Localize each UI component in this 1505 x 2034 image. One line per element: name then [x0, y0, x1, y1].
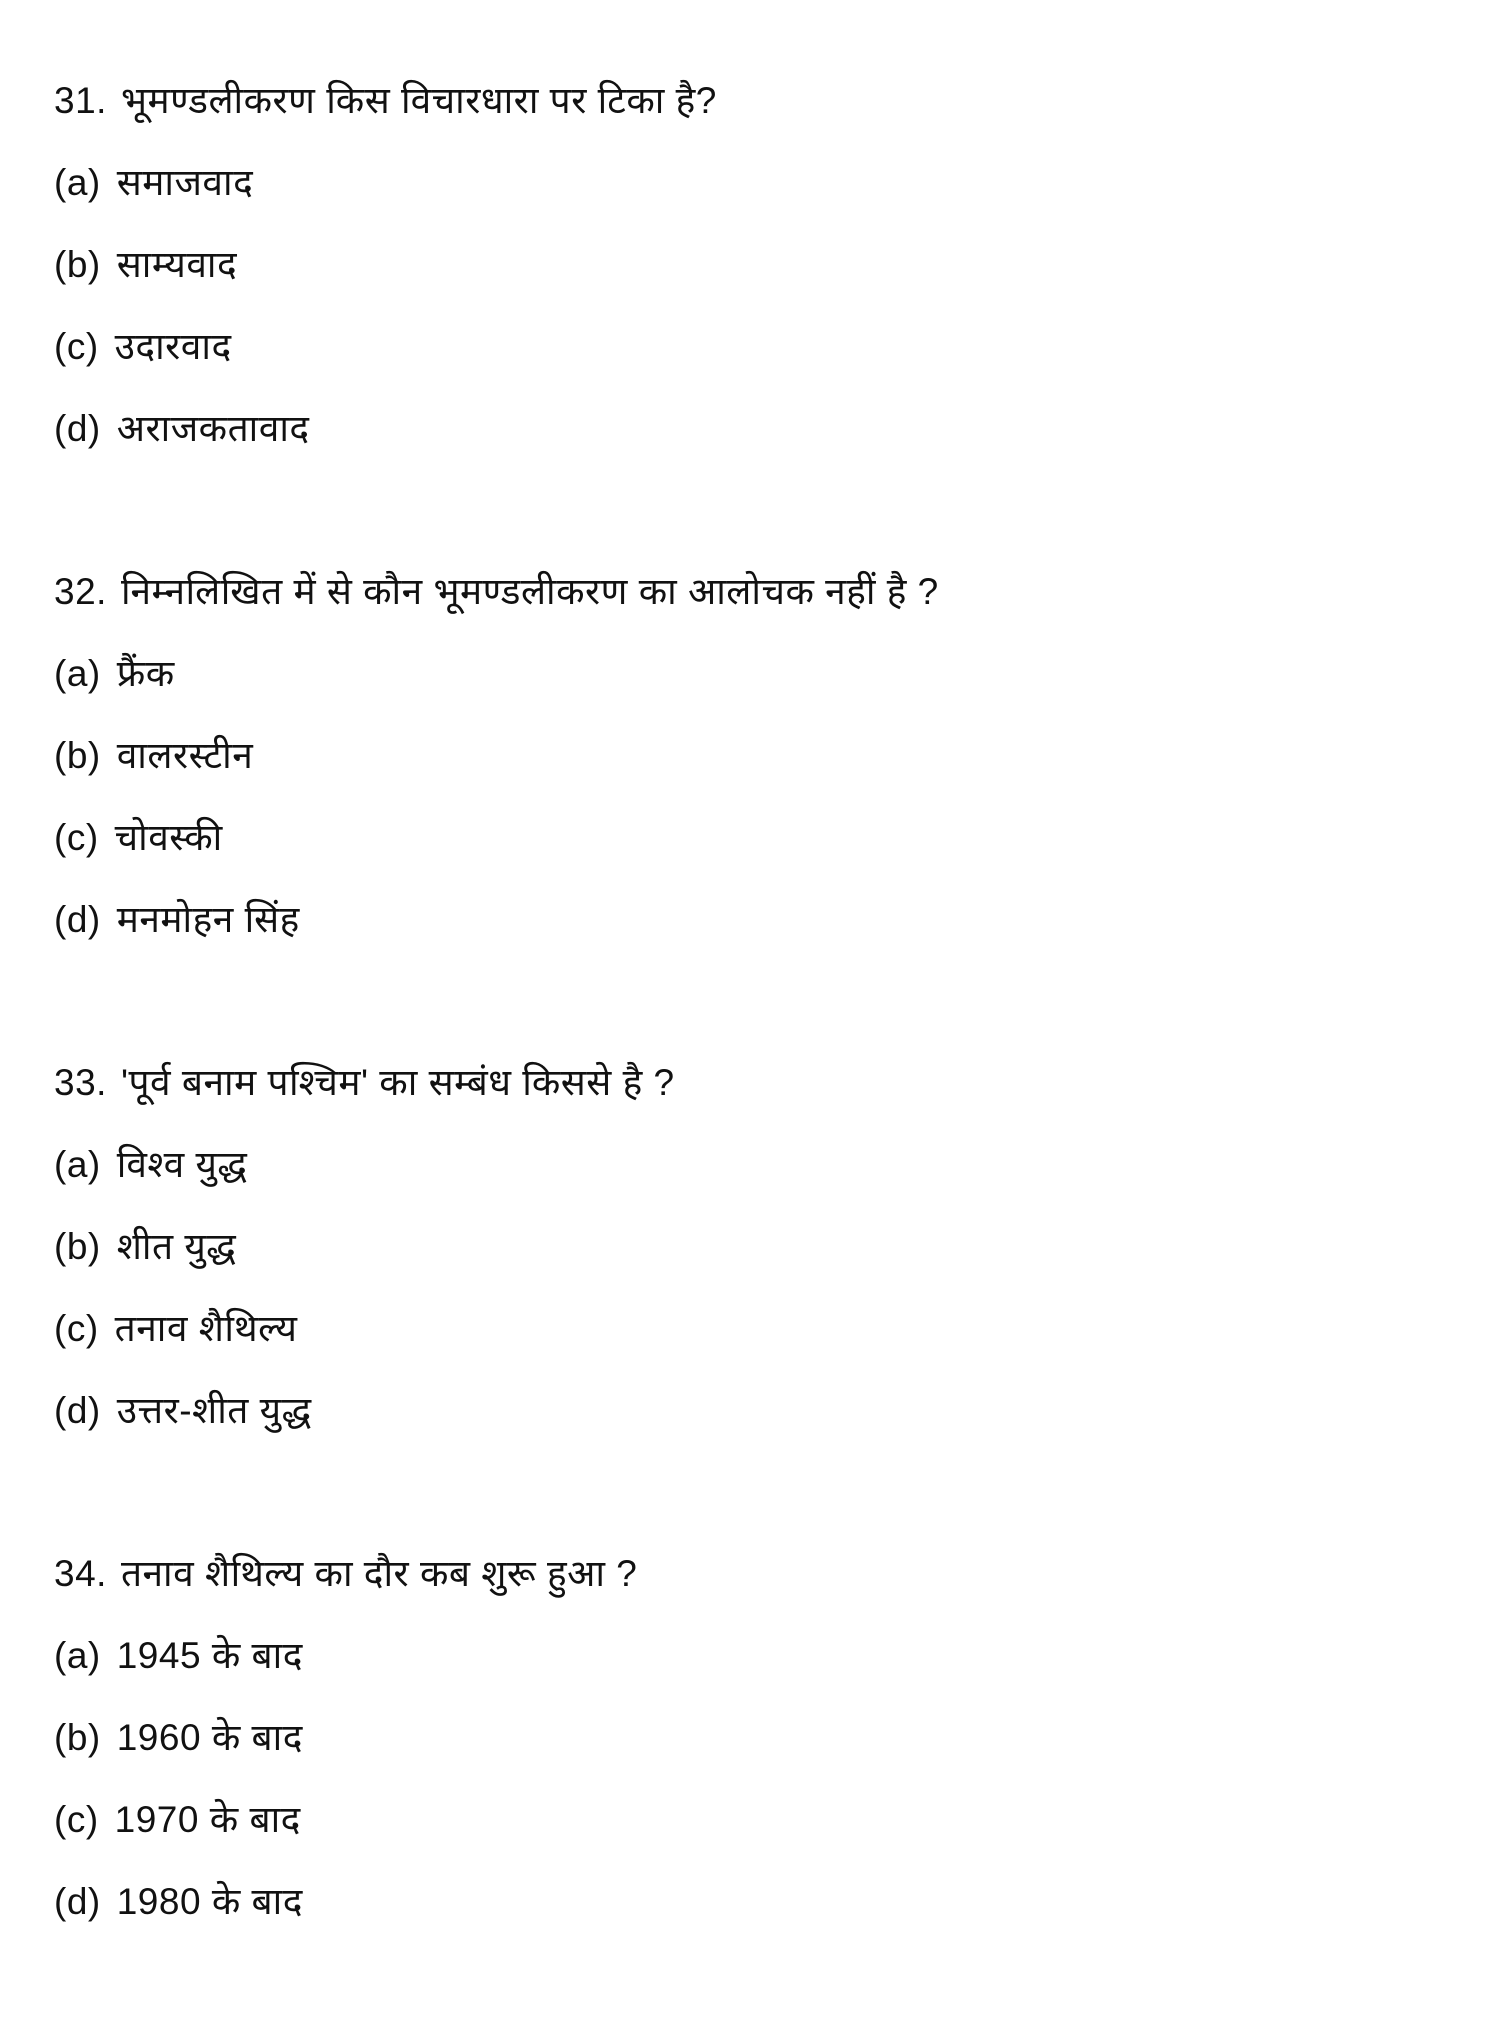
question-block: [54, 1533, 1505, 1943]
option-text: समाजवाद: [116, 162, 254, 203]
question-number: 33.: [54, 1062, 107, 1103]
question-block: [54, 60, 1505, 470]
option-text: चोवस्की: [114, 817, 223, 858]
option-line: [54, 1861, 1505, 1943]
question-text: निम्नलिखित में से कौन भूमण्डलीकरण का आलोचक नहीं है ?: [120, 571, 939, 612]
question-number: 34.: [54, 1553, 107, 1594]
option-label: (d): [54, 408, 101, 449]
question-line: [54, 1533, 1505, 1615]
option-line: [54, 1779, 1505, 1861]
option-text: शीत युद्ध: [116, 1226, 237, 1267]
option-text: 1945 के बाद: [116, 1635, 303, 1676]
option-text: उदारवाद: [114, 326, 232, 367]
question-block: [54, 1042, 1505, 1452]
option-line: [54, 633, 1505, 715]
option-label: (d): [54, 1390, 101, 1431]
option-line: [54, 1124, 1505, 1206]
option-line: [54, 306, 1505, 388]
option-label: (c): [54, 817, 99, 858]
question-line: [54, 551, 1505, 633]
question-text: भूमण्डलीकरण किस विचारधारा पर टिका है?: [120, 80, 717, 121]
option-label: (d): [54, 1881, 101, 1922]
option-text: मनमोहन सिंह: [116, 899, 300, 940]
option-text: वालरस्टीन: [116, 735, 254, 776]
option-label: (b): [54, 1226, 101, 1267]
option-line: [54, 388, 1505, 470]
option-label: (b): [54, 735, 101, 776]
question-text: 'पूर्व बनाम पश्चिम' का सम्बंध किससे है ?: [120, 1062, 675, 1103]
option-line: [54, 1697, 1505, 1779]
option-line: [54, 224, 1505, 306]
question-number: 32.: [54, 571, 107, 612]
option-text: अराजकतावाद: [116, 408, 310, 449]
option-text: विश्व युद्ध: [116, 1144, 248, 1185]
option-line: [54, 1615, 1505, 1697]
option-text: 1960 के बाद: [116, 1717, 303, 1758]
option-label: (a): [54, 162, 101, 203]
option-text: उत्तर-शीत युद्ध: [116, 1390, 312, 1431]
option-text: साम्यवाद: [116, 244, 238, 285]
option-label: (b): [54, 244, 101, 285]
question-block: [54, 551, 1505, 961]
option-label: (b): [54, 1717, 101, 1758]
option-text: 1980 के बाद: [116, 1881, 303, 1922]
option-text: फ्रैंक: [116, 653, 175, 694]
option-label: (a): [54, 653, 101, 694]
option-line: [54, 1206, 1505, 1288]
option-line: [54, 1370, 1505, 1452]
option-line: [54, 1288, 1505, 1370]
question-line: [54, 60, 1505, 142]
option-label: (a): [54, 1144, 101, 1185]
option-label: (c): [54, 1799, 99, 1840]
option-text: 1970 के बाद: [114, 1799, 301, 1840]
option-label: (d): [54, 899, 101, 940]
question-line: [54, 1042, 1505, 1124]
option-label: (c): [54, 1308, 99, 1349]
option-label: (c): [54, 326, 99, 367]
option-line: [54, 879, 1505, 961]
option-text: तनाव शैथिल्य: [114, 1308, 298, 1349]
option-line: [54, 142, 1505, 224]
option-line: [54, 797, 1505, 879]
option-line: [54, 715, 1505, 797]
question-text: तनाव शैथिल्य का दौर कब शुरू हुआ ?: [120, 1553, 638, 1594]
question-number: 31.: [54, 80, 107, 121]
option-label: (a): [54, 1635, 101, 1676]
